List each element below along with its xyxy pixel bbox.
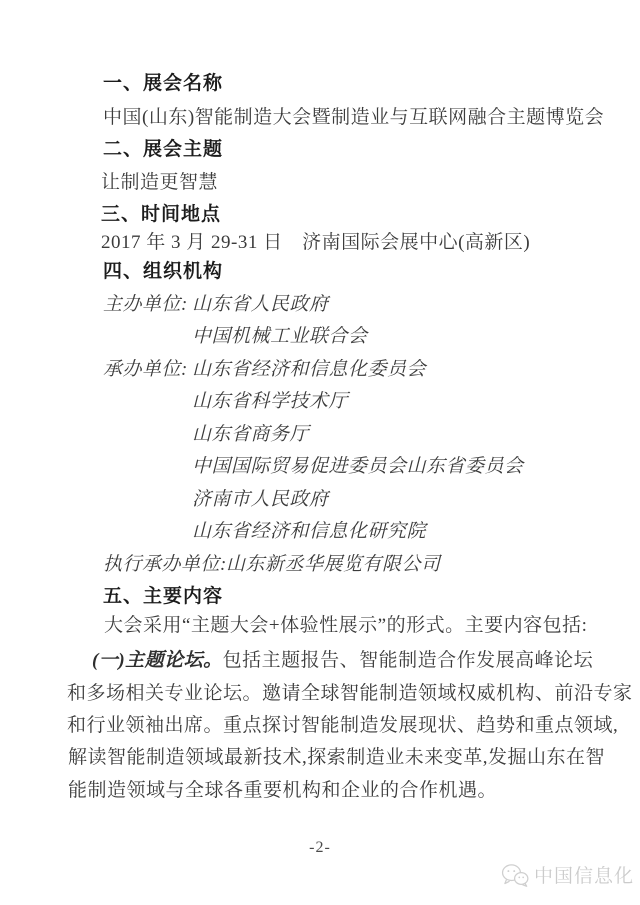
organizer-org: 山东省科学技术厅 xyxy=(192,391,349,412)
section-1-heading: 一、展会名称 xyxy=(103,73,224,94)
exhibition-name-text: 中国(山东)智能制造大会暨制造业与互联网融合主题博览会 xyxy=(103,107,605,128)
host-label: 主办单位: xyxy=(103,294,188,315)
watermark xyxy=(501,861,634,888)
forum-lead-text: (一)主题论坛。 xyxy=(92,650,223,671)
wechat-icon xyxy=(501,863,529,887)
section-2-heading: 二、展会主题 xyxy=(103,139,224,160)
section-5-heading: 五、主要内容 xyxy=(103,586,224,607)
executive-organizer-org: 山东新丞华展览有限公司 xyxy=(226,554,441,575)
forum-paragraph-line: 和多场相关专业论坛。邀请全球智能制造领域权威机构、前沿专家 xyxy=(67,683,633,704)
date-location-text: 2017 年 3 月 29-31 日 济南国际会展中心(高新区) xyxy=(101,232,531,253)
main-content-intro: 大会采用“主题大会+体验性展示”的形式。主要内容包括: xyxy=(104,615,588,636)
watermark-text: 中国信息化 xyxy=(534,866,635,887)
forum-line-text: 包括主题报告、智能制造合作发展高峰论坛 xyxy=(222,650,594,671)
forum-paragraph-line xyxy=(92,650,593,671)
organizer-org: 中国国际贸易促进委员会山东省委员会 xyxy=(192,456,524,477)
page-number: -2- xyxy=(309,839,331,856)
executive-organizer-label: 执行承办单位: xyxy=(103,554,227,575)
organizer-org: 山东省经济和信息化委员会 xyxy=(192,359,427,380)
organizer-org: 济南市人民政府 xyxy=(192,489,329,510)
organizer-label: 承办单位: xyxy=(103,359,188,380)
exhibition-theme-text: 让制造更智慧 xyxy=(101,172,219,193)
organizer-org: 山东省商务厅 xyxy=(192,424,310,445)
section-3-heading: 三、时间地点 xyxy=(101,204,222,225)
host-org: 中国机械工业联合会 xyxy=(192,326,368,347)
host-org: 山东省人民政府 xyxy=(192,294,329,315)
organizer-org: 山东省经济和信息化研究院 xyxy=(192,521,427,542)
forum-paragraph-line: 能制造领域与全球各重要机构和企业的合作机遇。 xyxy=(68,780,498,801)
section-4-heading: 四、组织机构 xyxy=(103,261,224,282)
forum-paragraph-line: 解读智能制造领域最新技术,探索制造业未来变革,发掘山东在智 xyxy=(68,747,606,768)
forum-paragraph-line: 和行业领袖出席。重点探讨智能制造发展现状、趋势和重点领域, xyxy=(67,715,619,736)
